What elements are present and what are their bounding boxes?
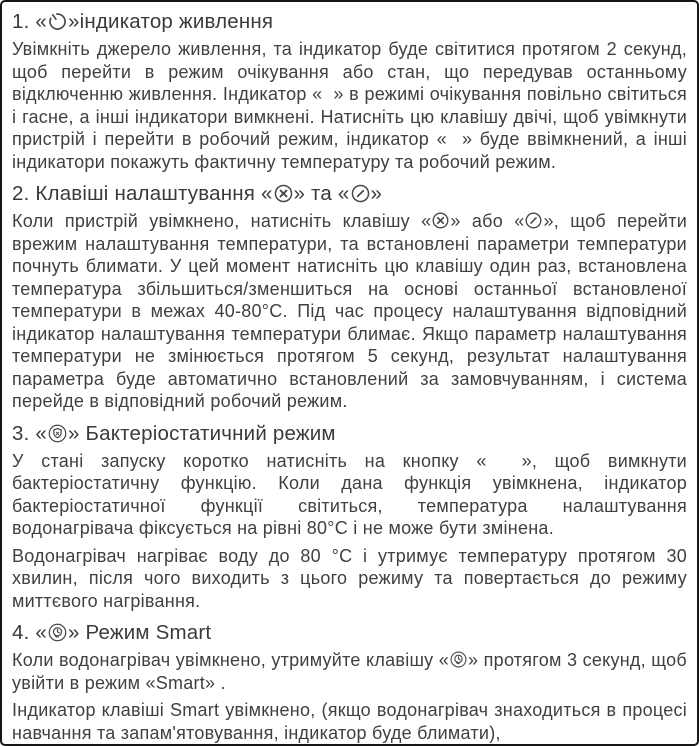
bacteriostatic-shield-icon xyxy=(47,423,68,444)
power-icon xyxy=(47,11,68,32)
section-3-paragraph-2: Водонагрівач нагріває воду до 80 °С і утримує температуру протягом 30 хвилин, після чого виходить з цього режиму та повертається до режиму миттєвого нагрівання. xyxy=(12,545,687,611)
section-3-paragraph-1: У стані запуску коротко натисніть на кнопку « », щоб вимкнути бактеріостатичну функцію. Коли дана функція увімкнена, індикатор бактеріостатичної функції світиться, температура налаштування водонагрівача фіксується на рівні 80°С і не може бути змінена. xyxy=(12,450,687,538)
circled-x-key-icon xyxy=(431,211,450,230)
section-smart-mode xyxy=(12,620,687,744)
circled-x-key-icon xyxy=(273,183,294,204)
section-2-heading: 2. Клавіші налаштування « » та « » xyxy=(12,182,383,205)
section-4-heading: 4. « » Режим Smart xyxy=(12,621,212,644)
section-4-paragraph-2: Індикатор клавіші Smart увімкнено, (якщо водонагрівач знаходиться в процесі навчання та запам'ятовування, індикатор буде блимати), xyxy=(12,700,687,743)
section-4-paragraph-1: Коли водонагрівач увімкнено, утримуйте клавішу « » протягом 3 секунд, щоб увійти в режим «Smart» . xyxy=(12,650,687,693)
section-1-heading: 1. « »індикатор живлення xyxy=(12,10,274,33)
circled-slash-key-icon xyxy=(350,183,371,204)
section-2-paragraph: Коли пристрій увімкнено, натисніть клавішу « » або « », щоб перейти врежим налаштування температури, та встановлені параметри температури почнуть блимати. У цей момент натисніть цю клавішу один раз, встановлена температура збільшиться/зменшиться на основі останньої встановленої температури в межах 40-80°С. Під час процесу налаштування відповідний індикатор налаштування температури блимає. Якщо параметр налаштування температури не змінюється протягом 5 секунд, результат налаштування параметра буде автоматично встановлений за замовчуванням, і система перейде в відповідний робочий режим. xyxy=(12,211,687,411)
section-bacteriostatic-mode xyxy=(12,421,687,613)
smart-mode-icon xyxy=(47,622,68,643)
section-3-heading: 3. « » Бактеріостатичний режим xyxy=(12,421,336,445)
section-adjust-keys xyxy=(12,181,687,413)
section-1-paragraph: Увімкніть джерело живлення, та індикатор буде світитися протягом 2 секунд, щоб перейти в режим очікування або стан, що передував останньому відключенню живлення. Індикатор « » в режимі очікування повільно світиться і гасне, а інші індикатори вимкнені. Натисніть цю клавішу двічі, щоб увімкнути пристрій і перейти в робочий режим, індикатор « » буде ввімкнений, а інші індикатори покажуть фактичну температуру та робочий режим. xyxy=(12,39,687,172)
smart-mode-icon xyxy=(449,650,468,669)
circled-slash-key-icon xyxy=(524,211,543,230)
section-power-indicator xyxy=(12,9,687,173)
